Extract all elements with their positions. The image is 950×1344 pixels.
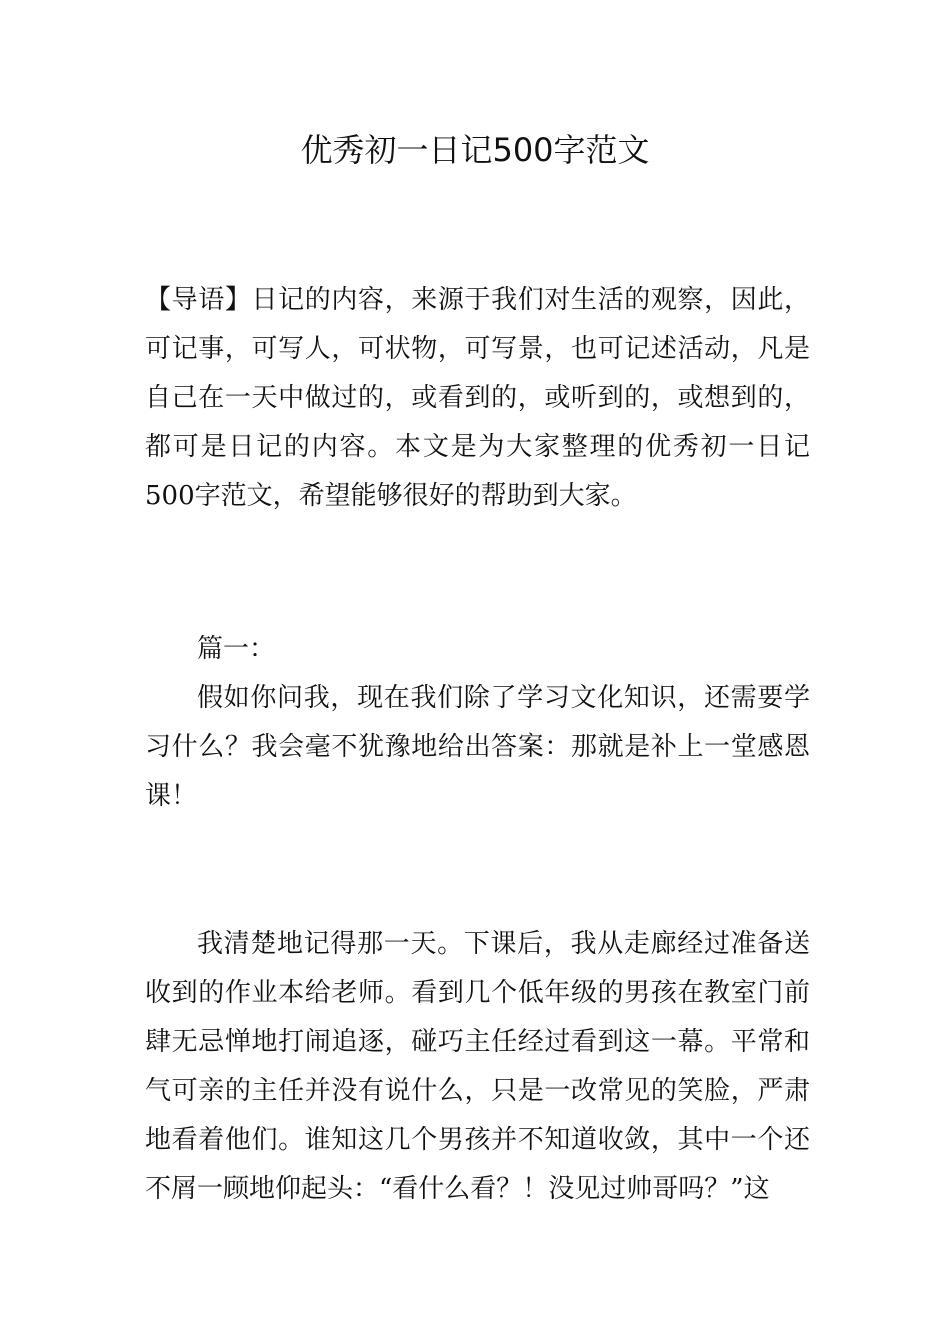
section-heading: 篇一： (197, 634, 276, 664)
intro-paragraph: 【导语】日记的内容，来源于我们对生活的观察，因此，可记事，可写人，可状物，可写景，也可记述活动，凡是自己在一天中做过的，或看到的，或听到的，或想到的，都可是日记的内容。本文是为大家整理的优秀初一日记500字范文，希望能够很好的帮助到大家。 (145, 285, 810, 511)
body-paragraph-1: 假如你问我，现在我们除了学习文化知识，还需要学习什么？我会毫不犹豫地给出答案：那就是补上一堂感恩课！ (145, 683, 810, 811)
document-title: 优秀初一日记500字范文 (300, 131, 650, 169)
body-paragraph-2: 我清楚地记得那一天。下课后，我从走廊经过准备送收到的作业本给老师。看到几个低年级的男孩在教室门前肆无忌惮地打闹追逐，碰巧主任经过看到这一幕。平常和气可亲的主任并没有说什么，只是一改常见的笑脸，严肃地看着他们。谁知这几个男孩并不知道收敛，其中一个还不屑一顾地仰起头：“看什么看？！没见过帅哥吗？”这 (145, 929, 810, 1204)
